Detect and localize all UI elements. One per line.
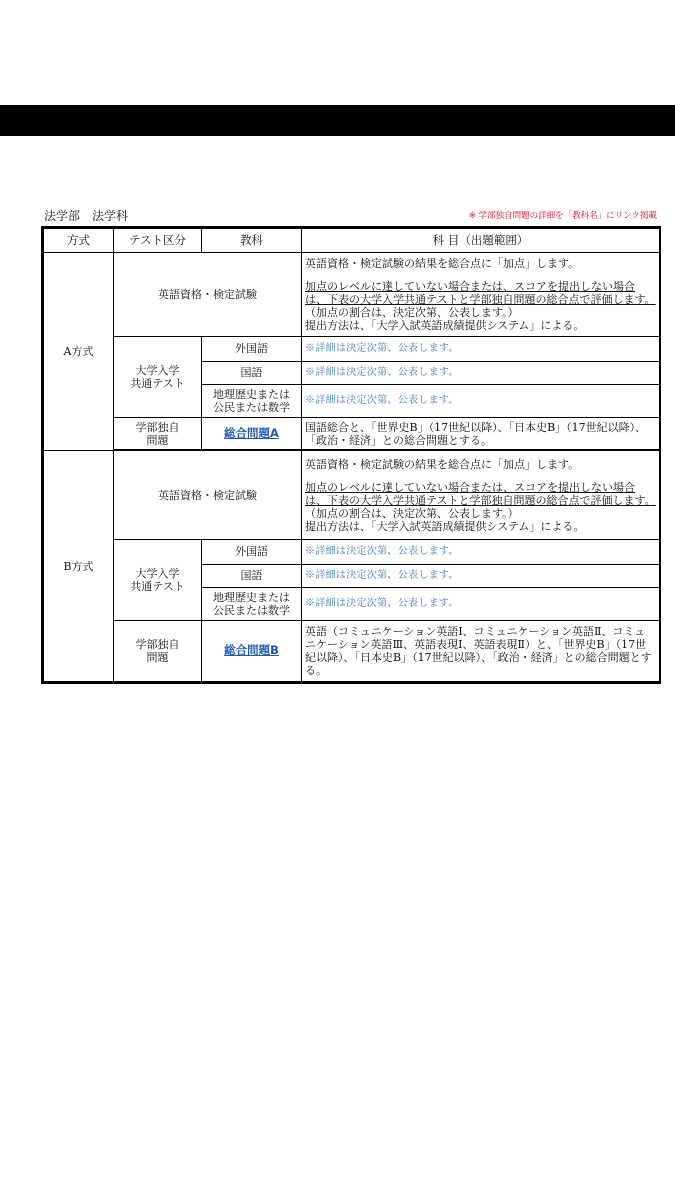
table-row [44, 253, 660, 337]
method-b-english-cert-desc: 英語資格・検定試験の結果を総合点に「加点」します。 加点のレベルに達していない場合または、スコアを提出しない場合は、下表の大学入学共通テストと学部独自問題の総合点で評価します。（加点の割合は、決定次第、公表します。） 提出方法は、「大学入試英語成績提供システム」による。 [302, 451, 660, 540]
method-b-common-test-label: 大学入学 共通テスト [114, 540, 202, 621]
method-b-subject-foreign-language: 外国語 [202, 540, 302, 564]
method-b-foreign-language-detail: ※詳細は決定次第、公表します。 [302, 540, 660, 564]
method-a-own-exam-label: 学部独自 問題 [114, 417, 202, 450]
col-header-subject: 教科 [202, 229, 302, 253]
table-header-row [44, 229, 660, 253]
exam-table [43, 228, 660, 682]
method-b-own-exam-label: 学部独自 問題 [114, 620, 202, 681]
method-b-subject-geo-history: 地理歴史または 公民または数学 [202, 588, 302, 621]
method-b-label: B方式 [44, 451, 114, 682]
table-row [44, 337, 660, 361]
link-note: ※ 学部独自問題の詳細を「教科名」にリンク掲載 [468, 211, 657, 221]
method-a-foreign-language-detail: ※詳細は決定次第、公表します。 [302, 337, 660, 361]
method-a-english-cert-label: 英語資格・検定試験 [114, 253, 302, 337]
method-a-japanese-detail: ※詳細は決定次第、公表します。 [302, 361, 660, 384]
method-a-own-exam-detail: 国語総合と、「世界史B」（17世紀以降）、「日本史B」（17世紀以降）、「政治・経済」との総合問題とする。 [302, 417, 660, 450]
method-a-common-test-label: 大学入学 共通テスト [114, 337, 202, 418]
method-b-japanese-detail: ※詳細は決定次第、公表します。 [302, 564, 660, 587]
general-problem-a-link[interactable]: 総合問題A [224, 426, 279, 441]
method-b-subject-japanese: 国語 [202, 564, 302, 587]
method-a-own-exam-subject-cell [202, 417, 302, 450]
method-a-subject-japanese: 国語 [202, 361, 302, 384]
method-a-label: A方式 [44, 253, 114, 451]
method-a-english-cert-desc: 英語資格・検定試験の結果を総合点に「加点」します。 加点のレベルに達していない場合または、スコアを提出しない場合は、下表の大学入学共通テストと学部独自問題の総合点で評価します。（加点の割合は、決定次第、公表します。） 提出方法は、「大学入試英語成績提供システム」による。 [302, 253, 660, 337]
general-problem-b-link[interactable]: 総合問題B [224, 643, 279, 658]
method-a-subject-geo-history: 地理歴史または 公民または数学 [202, 385, 302, 418]
department-title: 法学部 法学科 [44, 209, 129, 223]
top-black-bar [0, 105, 675, 136]
table-row [44, 620, 660, 681]
method-b-geo-history-detail: ※詳細は決定次第、公表します。 [302, 588, 660, 621]
method-a-geo-history-detail: ※詳細は決定次第、公表します。 [302, 385, 660, 418]
method-a-subject-foreign-language: 外国語 [202, 337, 302, 361]
table-row [44, 417, 660, 450]
table-row [44, 451, 660, 540]
col-header-method: 方式 [44, 229, 114, 253]
method-b-own-exam-detail: 英語（コミュニケーション英語Ⅰ、コミュニケーション英語Ⅱ、コミュニケーション英語Ⅲ、英語表現Ⅰ、英語表現Ⅱ）と、「世界史B」（17世紀以降）、「日本史B」（17世紀以降）、「政治・経済」との総合問題とする。 [302, 620, 660, 681]
method-b-english-cert-label: 英語資格・検定試験 [114, 451, 302, 540]
method-b-own-exam-subject-cell [202, 620, 302, 681]
exam-table-frame [41, 226, 661, 684]
table-row [44, 540, 660, 564]
col-header-course: 科 目（出題範囲） [302, 229, 660, 253]
col-header-test-category: テスト区分 [114, 229, 202, 253]
